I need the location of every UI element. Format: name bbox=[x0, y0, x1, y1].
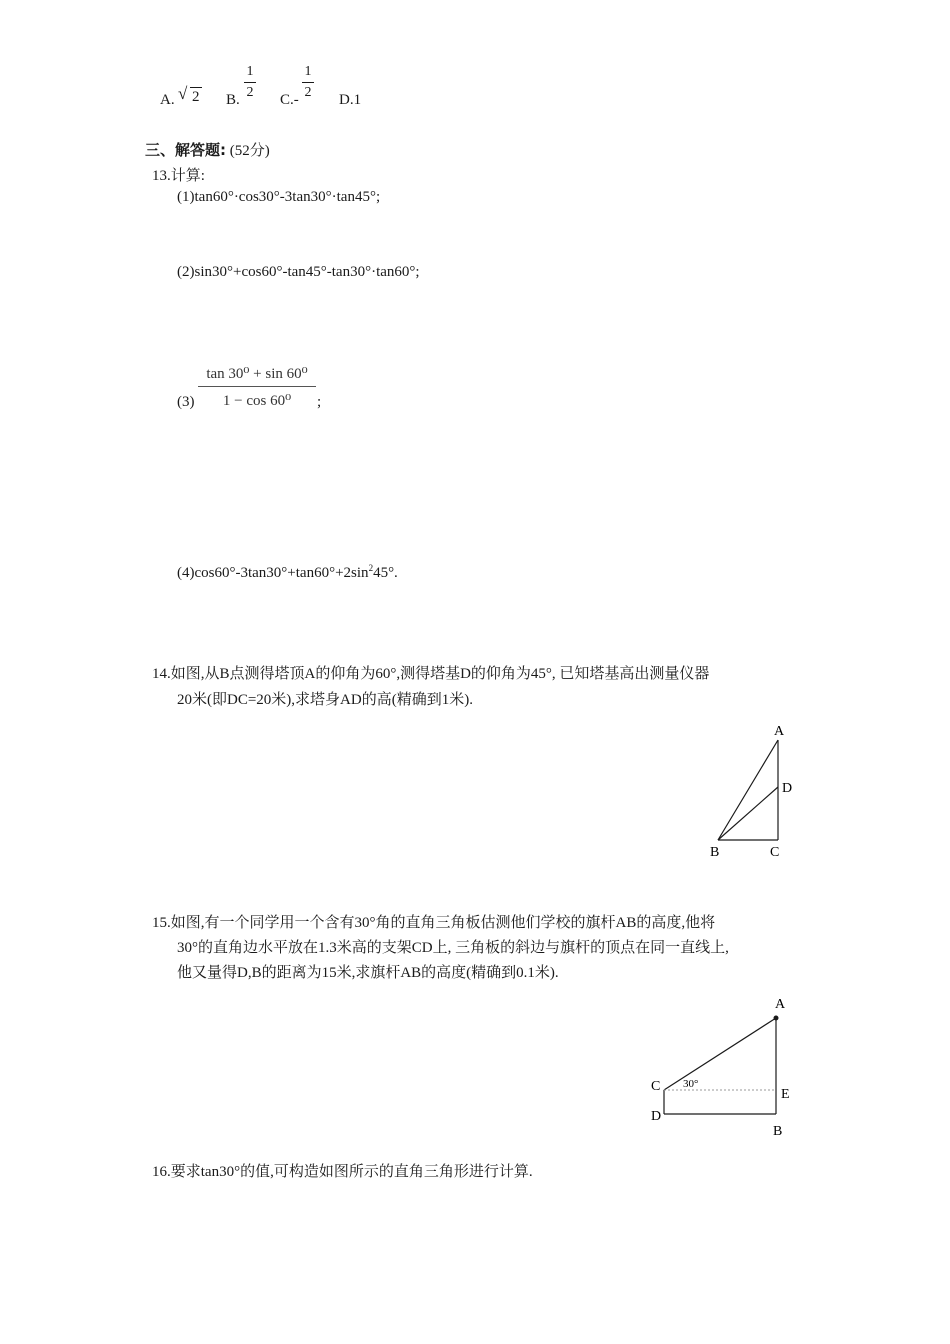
q13-part3-label: (3) bbox=[177, 394, 195, 410]
q15-line3: 他又量得D,B的距离为15米,求旗杆AB的高度(精确到0.1米). bbox=[177, 965, 559, 981]
choice-a-label: A. bbox=[160, 92, 175, 108]
label-a: A bbox=[774, 724, 785, 739]
section-heading bbox=[145, 139, 270, 160]
q15-line2: 30°的直角边水平放在1.3米高的支架CD上, 三角板的斜边与旗杆的顶点在同一直线上, bbox=[177, 940, 729, 956]
q13-part4-pre: (4)cos60°-3tan30°+tan60°+2sin bbox=[177, 565, 369, 581]
q13-part4-sup: 2 bbox=[368, 563, 374, 573]
line-ca bbox=[664, 1018, 776, 1090]
q13-part3-end: ; bbox=[317, 394, 322, 410]
q16-line1: 16.要求tan30°的值,可构造如图所示的直角三角形进行计算. bbox=[152, 1164, 533, 1180]
choice-c-numerator: 1 bbox=[304, 64, 312, 79]
fraction-bar bbox=[198, 386, 316, 387]
choice-a-radicand: 2 bbox=[192, 89, 200, 105]
section-title: 三、解答题: bbox=[145, 141, 226, 159]
q15-figure bbox=[645, 992, 805, 1142]
section-points: (52分) bbox=[226, 143, 270, 159]
q13-part4 bbox=[177, 563, 398, 582]
label-b: B bbox=[773, 1124, 783, 1139]
q13-part3-fraction bbox=[198, 364, 316, 410]
q14-line2: 20米(即DC=20米),求塔身AD的高(精确到1米). bbox=[177, 692, 473, 708]
q15-line1: 15.如图,有一个同学用一个含有30°角的直角三角板估测他们学校的旗杆AB的高度,他将 bbox=[152, 915, 716, 931]
q14-figure bbox=[700, 718, 810, 868]
q14-line1: 14.如图,从B点测得塔顶A的仰角为60°,测得塔基D的仰角为45°, 已知塔基高出测量仪器 bbox=[152, 666, 710, 682]
point-a bbox=[774, 1016, 779, 1021]
choice-b-numerator: 1 bbox=[246, 64, 254, 79]
sqrt-symbol: √ bbox=[178, 84, 188, 103]
choice-c-label: C.- bbox=[280, 92, 299, 108]
line-bd bbox=[718, 787, 778, 840]
fraction-bar bbox=[244, 82, 256, 83]
label-e: E bbox=[781, 1087, 790, 1102]
label-b: B bbox=[710, 845, 720, 860]
line-ba bbox=[718, 740, 778, 840]
choice-b-label: B. bbox=[226, 92, 240, 108]
choice-c-fraction bbox=[302, 65, 314, 100]
q13-part1: (1)tan60°·cos30°-3tan30°·tan45°; bbox=[177, 189, 381, 205]
choice-d: D.1 bbox=[339, 92, 362, 108]
q13-part3-numerator: tan 30⁰ + sin 60⁰ bbox=[206, 366, 308, 382]
label-d: D bbox=[651, 1109, 662, 1124]
choice-c-denominator: 2 bbox=[304, 85, 312, 100]
q13-part4-post: 45°. bbox=[373, 565, 398, 581]
label-c: C bbox=[770, 845, 780, 860]
label-d: D bbox=[782, 781, 793, 796]
label-angle: 30° bbox=[683, 1078, 699, 1090]
fraction-bar bbox=[302, 82, 314, 83]
choice-b-denominator: 2 bbox=[246, 85, 254, 100]
label-a: A bbox=[775, 997, 786, 1012]
label-c: C bbox=[651, 1079, 661, 1094]
q13-label: 13.计算: bbox=[152, 168, 205, 184]
choice-b-fraction bbox=[244, 65, 256, 100]
q13-part3-denominator: 1 − cos 60⁰ bbox=[222, 393, 292, 409]
q13-part2: (2)sin30°+cos60°-tan45°-tan30°·tan60°; bbox=[177, 264, 420, 280]
